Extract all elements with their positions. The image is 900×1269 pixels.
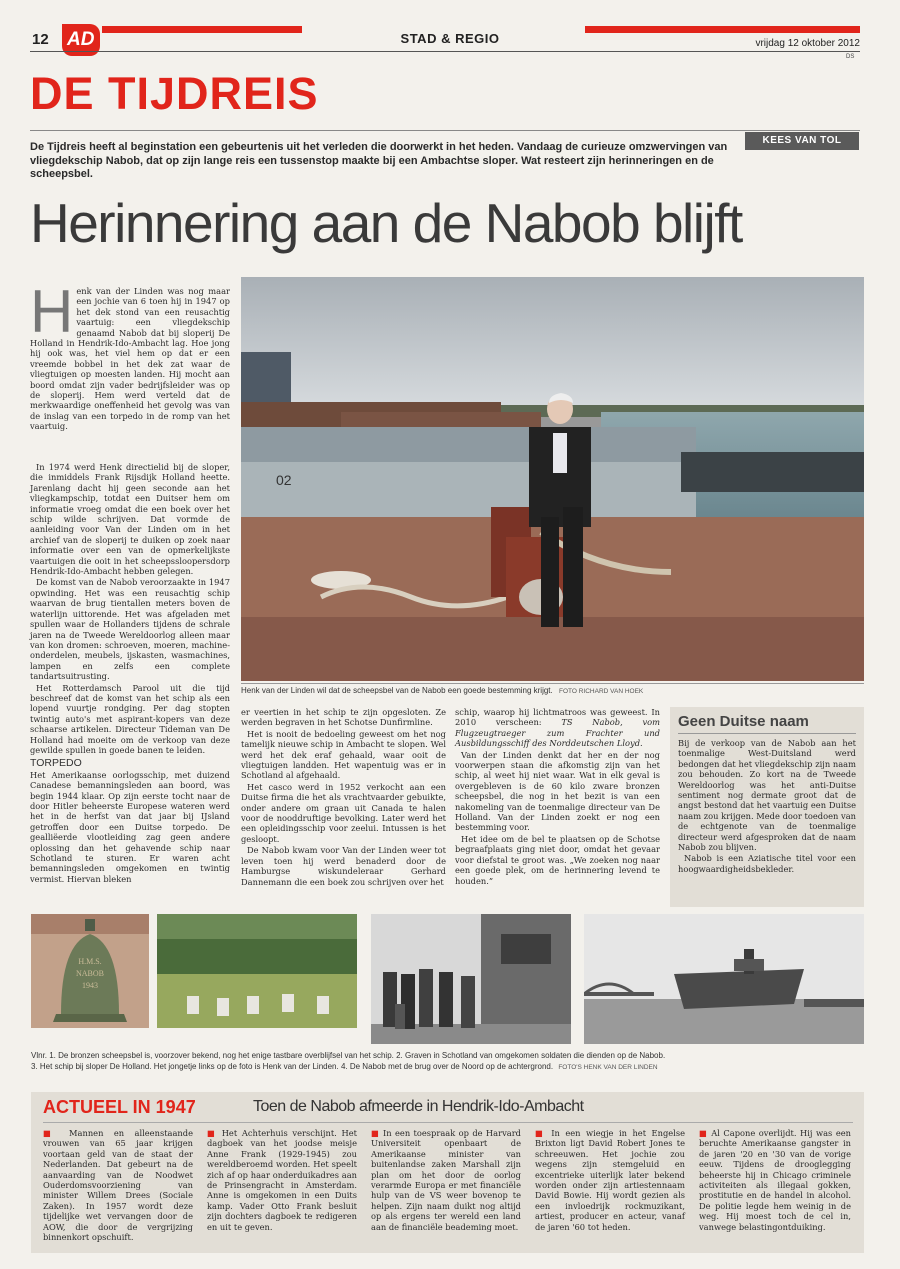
gallery-photo-graves <box>157 914 357 1028</box>
gallery-credit: FOTO'S HENK VAN DER LINDEN <box>558 1063 658 1071</box>
book-title: TS Nabob, vom Flugzeugtraeger zum Frachter und Ausbildungsschiff des Norddeutschen Lloyd. <box>455 717 660 749</box>
square-bullet-icon: ■ <box>371 1128 383 1138</box>
paragraph: Het casco werd in 1952 verkocht aan een Duitse firma die het als vrachtvaarder gebuikte, onder andere om graan uit Canada te halen voor de nooddruftige bevolking. Later werd het een opleidingsschip voor zeelui. Intussen is het gesloopt. <box>241 781 446 844</box>
graves-illustration <box>157 914 357 1028</box>
section-title: STAD & REGIO <box>400 31 500 46</box>
actueel-item-3: ■ In een toespraak op de Harvard Universiteit openbaart de Amerikaanse minister van buitenlandse zaken Marshall zijn plan om het door de oorlog verarmde Europa er met financiële hulp van de VS weer bovenop te helpen. Zijn naam duikt nog altijd op als ergens ter wereld een land aan de financiële beademing moet. <box>371 1128 521 1232</box>
paragraph: er veertien in het schip te zijn opgesloten. Ze werden begraven in het Schotse Dunfirmline. <box>241 707 446 728</box>
actueel-item-5: ■ Al Capone overlijdt. Hij was een beruchte Amerikaanse gangster in de jaren '20 en '30 van de vorige eeuw. Tijdens de drooglegging beheerste hij in Chicago criminele activiteiten als illegaal gokken, prostitutie en de handel in alcohol. De politie legde hem weinig in de weg. Hij moest toch de cel in, vanwege belastingontduiking. <box>699 1128 851 1232</box>
square-bullet-icon: ■ <box>699 1128 712 1138</box>
paragraph: Van der Linden denkt dat her en der nog voorwerpen staan die afkomstig zijn van het schip, al weet hij niet waar. Wat in elk geval is overgebleven is de 60 kilo zware bronzen scheepsbel, die nog in het bezit is van een nakomeling van de toenmalige directeur van De Holland. Van der Linden zoekt er nog een bestemming voor. <box>455 749 660 833</box>
rubric-rule <box>30 130 860 131</box>
article-headline: Herinnering aan de Nabob blijft <box>30 192 742 254</box>
paragraph: In 1974 werd Henk directielid bij de sloper, die inmiddels Frank Rijsdijk Holland heette. Jarenlang dacht hij geen seconde aan het vliegkampschip, totdat een Duitser hem om informatie vroeg omdat die een boek over het schip wilde schrijven. Dat vormde de aanleiding voor Van der Linden om in het archief van de sloperij te duiken op zoek naar informatie over een van de opmerkelijkste vaartuigen die ooit in het scheepssloopersdorp Hendrik-Ido-Ambacht hebben gelegen. <box>30 462 230 577</box>
header-red-bar-right <box>585 26 860 33</box>
sidebar-text: Bij de verkoop van de Nabob aan het toenmalige West-Duitsland werd bedongen dat het vliegdekschip zijn naam zou behouden. Zo kort na de Tweede Wereldoorlog was het anti-Duitse sentiment nog dermate groot dat de angst bestond dat het vaartuig een Duitse naam zou krijgen. Mede door toedoen van de echtgenote van de toenmalige directeur werd afgesproken dat de naam Nabob zou blijven. Nabob is een Aziatische titel voor een hoogwaardigheidsbekleder. <box>678 738 856 874</box>
edition-code: DS <box>846 54 855 60</box>
paragraph: De komst van de Nabob veroorzaakte in 1947 opwinding. Het was een reusachtig schip waarvan de brug tientallen meters boven de waterlijn uittorende. Het was afgeladen met spullen waar de Hollanders tijdens de schrale jaren na de Tweede Wereldoorlog alleen maar van kon dromen: schroeven, moeren, machine-onderdelen, meubels, ijskasten, wasmachines, lampen en zelfs een complete tandartsuitrusting. <box>30 577 230 682</box>
caption-rule <box>241 683 864 684</box>
header-red-bar-left <box>102 26 302 33</box>
carrier-illustration <box>584 914 864 1044</box>
paragraph: enk van der Linden was nog maar een jochie van 6 toen hij in 1947 op het dek stond van een reusachtig vaartuig: een vliegdekschip genaamd Nabob dat bij sloperij De Holland in Hendrik-Ido-Ambacht lag. Hoe jong hij ook was, het viel hem op dat er een vreemde bobbel in het dek zat waar de vliegtuigen op moesten landen. Hij mocht aan boord omdat zijn vader bedrijfsleider was op de sloperij. Hem werd verteld dat de merkwaardige oneffenheid het gevolg was van de inslag van een torpedo in de romp van het vaartuig. <box>30 286 230 432</box>
bell-illustration <box>31 914 149 1028</box>
sidebar-box <box>670 707 864 907</box>
author-badge: KEES VAN TOL <box>745 132 859 150</box>
square-bullet-icon: ■ <box>207 1128 222 1138</box>
main-photo-illustration <box>241 277 864 681</box>
actueel-rule <box>43 1122 853 1123</box>
issue-date: vrijdag 12 oktober 2012 <box>755 38 860 49</box>
ad-logo: AD <box>62 24 100 56</box>
actueel-label: ACTUEEL IN 1947 <box>43 1097 196 1117</box>
paragraph: Het Rotterdamsch Parool uit die tijd beschreef dat de komst van het schip als een lopend vuurtje rondging. Per dag stopten twintig auto's met aspirant-kopers van deze schaarse artikelen. Directeur Tideman van De Holland had moeite om de verkoop van deze gewilde spullen in goede banen te leiden. <box>30 682 230 755</box>
dropcap: H <box>30 278 74 345</box>
paragraph: Het idee om de bel te plaatsen op de Schotse begraafplaats ging niet door, omdat het gevaar voor diefstal te groot was. „We zoeken nog naar een goede plek, om de herinnering levend te houden.” <box>455 833 660 886</box>
gallery-photo-ship-bridge <box>584 914 864 1044</box>
article-column-3 <box>455 707 660 887</box>
rubric-intro: De Tijdreis heeft al beginstation een gebeurtenis uit het verleden die doorwerkt in het heden. Vandaag de curieuze omzwervingen van vliegdekschip Nabob, dat op zijn lange reis een tussenstop maakte bij een Ambachtse sloper. Wat resteert zijn herinneringen en de scheepsbel. <box>30 141 728 181</box>
rubric-title: DE TIJDREIS <box>30 68 319 119</box>
subhead-torpedo: TORPEDO <box>30 757 82 770</box>
main-photo <box>241 277 864 681</box>
crew-illustration <box>371 914 571 1044</box>
gallery-photo-bell <box>31 914 149 1028</box>
actueel-item-1: ■ Mannen en alleenstaande vrouwen van 65 jaar krijgen voortaan geld van de staat der Nederlanden. Dat gebeurt na de aanvaarding van de Noodwet Ouderdomsvoorziening van minister Willem Drees (Sociale Zaken). In 1957 wordt deze tijdelijke wet vervangen door de AOW, die door de vergrijzing binnenkort opschuift. <box>43 1128 193 1243</box>
actueel-item-2: ■ Het Achterhuis verschijnt. Het dagboek van het joodse meisje Anne Frank (1929-1945) zou wereldberoemd worden. Het speelt zich af op haar onderduikadres aan de Prinsengracht in Amsterdam. Anne is omgekomen in een Duits kamp. Vader Otto Frank besluit zijn dochters dagboek te redigeren en uit te geven. <box>207 1128 358 1232</box>
paragraph: De Nabob kwam voor Van der Linden weer tot leven toen hij werd benaderd door de Hamburgse wiskundeleraar Gerhard Dannemann die een boek zou schrijven over het <box>241 845 446 887</box>
svg-text:NABOB: NABOB <box>75 969 105 978</box>
header-rule <box>30 51 860 52</box>
sidebar-title: Geen Duitse naam <box>678 713 856 734</box>
svg-text:02: 02 <box>276 472 292 488</box>
article-column-2 <box>241 707 446 888</box>
photo-credit: FOTO RICHARD VAN HOEK <box>559 688 644 695</box>
page-number: 12 <box>32 31 49 48</box>
actueel-box <box>31 1092 864 1253</box>
paragraph: Het is nooit de bedoeling geweest om het nog tamelijk nieuwe schip in Ambacht te slopen. Wel werd het dek eraf gehaald, waar ooit de vliegtuigen landden. Het wapentuig was er in Schotland al afgehaald. <box>241 728 446 781</box>
square-bullet-icon: ■ <box>535 1128 552 1138</box>
paragraph: schip, waarop hij lichtmatroos was geweest. In 2010 verscheen: TS Nabob, vom Flugzeugtraeger zum Frachter und Ausbildungsschiff des Norddeutschen Lloyd. <box>455 707 660 749</box>
gallery-photo-ship-crew <box>371 914 571 1044</box>
paragraph: Het Amerikaanse oorlogsschip, met duizend Canadese bemanningsleden aan boord, was begin 1944 klaar. Op zijn eerste tocht naar de door Hitler beheerste Europese wateren werd het in de herfst van dat jaar bij IJsland getroffen door een Duitse torpedo. De gealliëerde vlootleiding zag geen andere oplossing dan het gehavende schip naar Schotland te sturen. Er waren acht bemanningsleden omgekomen en twintig vermist. Hiervan bleken <box>30 769 230 884</box>
gallery-caption: Vlnr. 1. De bronzen scheepsbel is, voorzover bekend, nog het enige tastbare overblijfsel van het schip. 2. Graven in Schotland van omgekomen soldaten die dienden op de Nabob. 3. Het schip bij sloper De Holland. Het jongetje links op de foto is Henk van der Linden. 4. De Nabob met de brug over de Noord op de achtergrond. FOTO'S HENK VAN DER LINDEN <box>31 1051 666 1071</box>
actueel-header <box>31 1092 864 1122</box>
article-column-1 <box>30 278 230 885</box>
main-photo-caption: Henk van der Linden wil dat de scheepsbel van de Nabob een goede bestemming krijgt. FOTO RICHARD VAN HOEK <box>241 686 644 695</box>
svg-text:1943: 1943 <box>82 981 98 990</box>
square-bullet-icon: ■ <box>43 1128 70 1138</box>
svg-text:H.M.S.: H.M.S. <box>78 957 102 966</box>
actueel-title: Toen de Nabob afmeerde in Hendrik-Ido-Ambacht <box>253 1098 584 1115</box>
actueel-item-4: ■ In een wiegje in het Engelse Brixton ligt David Robert Jones te schreeuwen. Het jochie zou wegens zijn stemgeluid en excentrieke uiterlijk later bekend worden onder zijn artiestennaam David Bowie. Hij wordt gezien als een invloedrijk rockmuzikant, artiest, producer en acteur, vanaf de jaren '60 tot heden. <box>535 1128 685 1232</box>
